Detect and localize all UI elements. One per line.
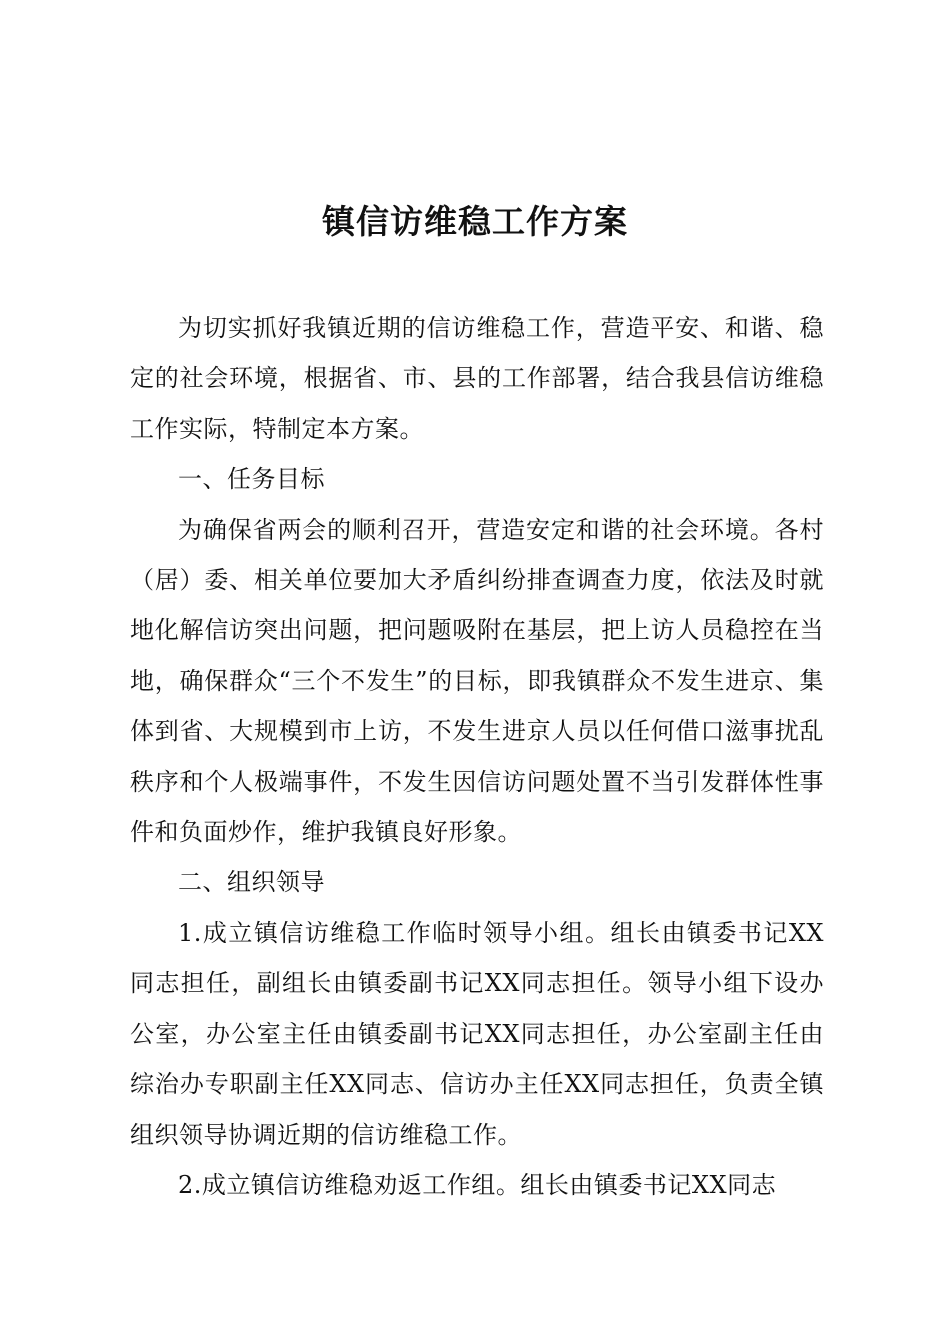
intro-paragraph: 为切实抓好我镇近期的信访维稳工作，营造平安、和谐、稳定的社会环境，根据省、市、县的工作部署，结合我县信访维稳工作实际，特制定本方案。 [130, 314, 824, 443]
leadership-group-paragraph: 1.成立镇信访维稳工作临时领导小组。组长由镇委书记XX同志担任，副组长由镇委副书记XX同志担任。领导小组下设办公室，办公室主任由镇委副书记XX同志担任，办公室副主任由综治办专职副主任XX同志、信访办主任XX同志担任，负责全镇组织领导协调近期的信访维稳工作。 [130, 918, 824, 1149]
task-goals-paragraph: 为确保省两会的顺利召开，营造安定和谐的社会环境。各村（居）委、相关单位要加大矛盾纠纷排查调查力度，依法及时就地化解信访突出问题，把问题吸附在基层，把上访人员稳控在当地，确保群众“三个不发生”的目标，即我镇群众不发生进京、集体到省、大规模到市上访，不发生进京人员以任何借口滋事扰乱秩序和个人极端事件，不发生因信访问题处置不当引发群体性事件和负面炒作，维护我镇良好形象。 [130, 515, 824, 847]
section-heading-organization: 二、组织领导 [178, 868, 325, 897]
section-heading-task-goals: 一、任务目标 [178, 465, 325, 494]
persuasion-group-paragraph: 2.成立镇信访维稳劝返工作组。组长由镇委书记XX同志 [178, 1170, 777, 1199]
document-body [130, 303, 824, 1210]
document-title: 镇信访维稳工作方案 [322, 202, 628, 241]
